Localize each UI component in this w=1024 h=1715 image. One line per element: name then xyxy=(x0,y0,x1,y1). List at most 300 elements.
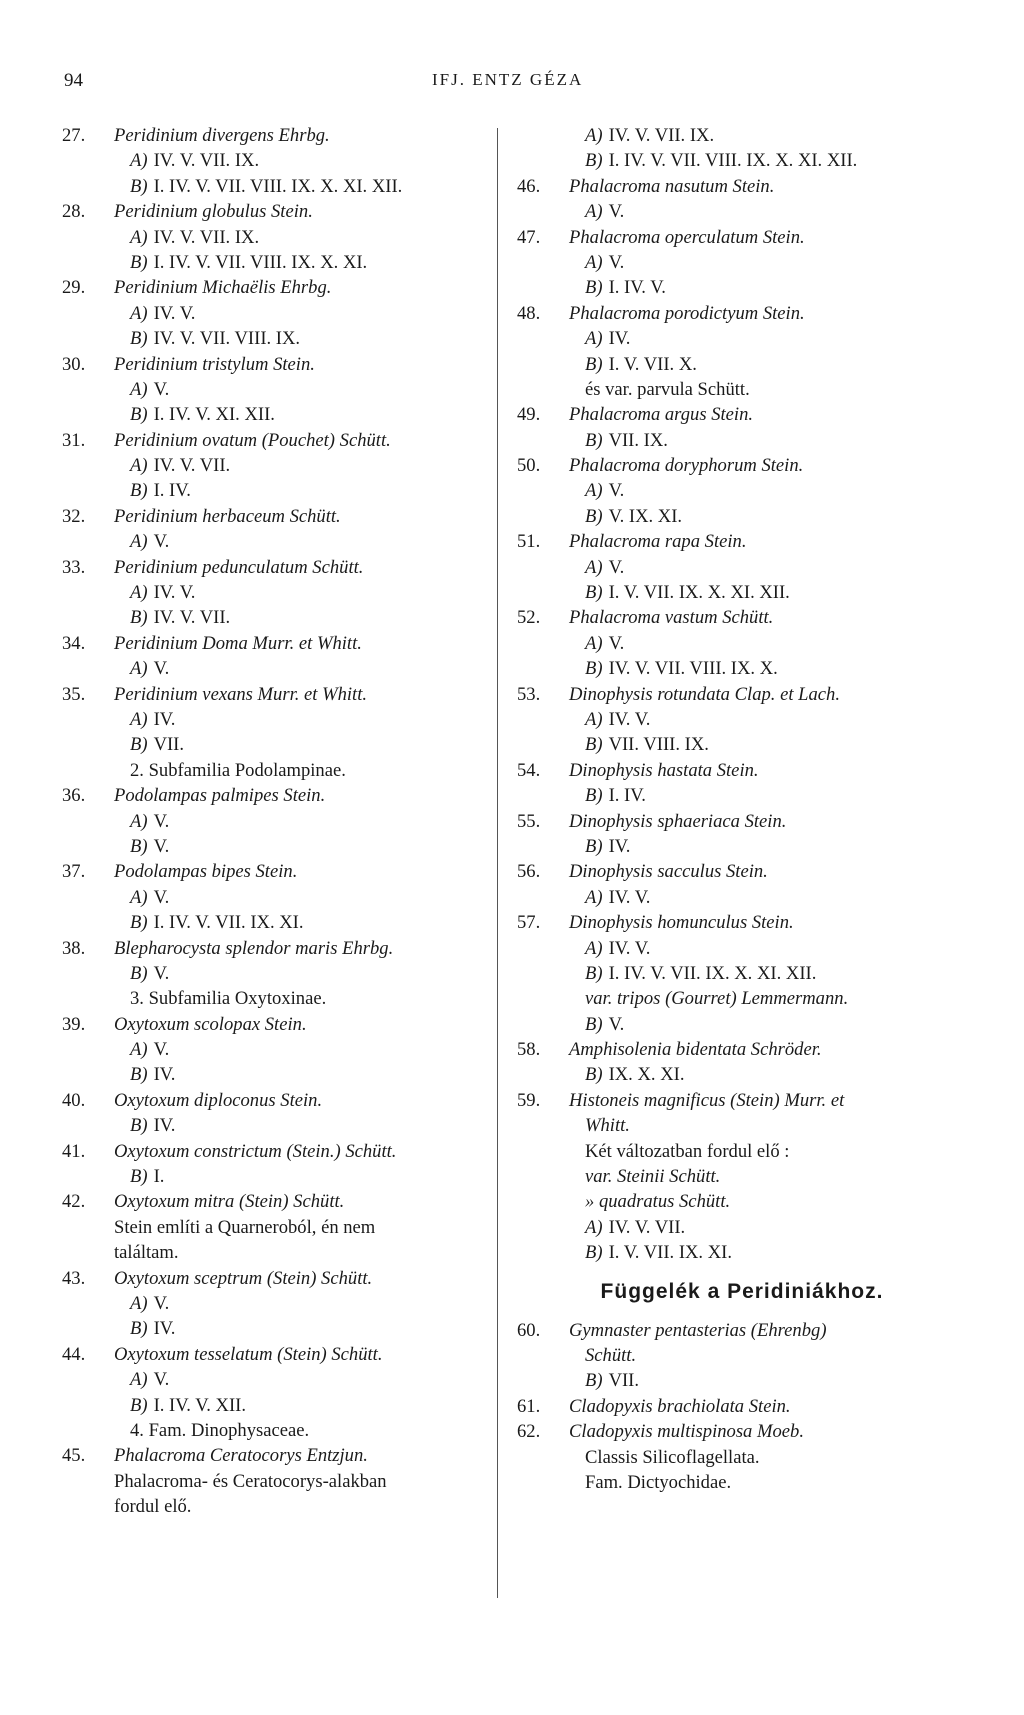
region-label: A) xyxy=(130,708,148,730)
entry-number: 56. xyxy=(517,861,541,883)
region-label: A) xyxy=(585,708,603,730)
month-list: I. V. VII. X. xyxy=(608,353,697,375)
occurrence-line xyxy=(62,809,490,834)
species-name: Amphisolenia bidentata Schröder. xyxy=(569,1039,822,1061)
month-list: I. IV. V. VII. VIII. IX. X. XI. XII. xyxy=(153,175,403,197)
region-label: A) xyxy=(130,582,148,604)
month-list: I. IV. xyxy=(608,785,646,807)
occurrence-line xyxy=(517,199,967,224)
month-list: I. IV. V. VII. VIII. IX. X. XI. xyxy=(153,251,368,273)
occurrence-line xyxy=(517,148,967,173)
occurrence-text xyxy=(130,1367,169,1392)
species-name: Dinophysis sphaeriaca Stein. xyxy=(569,810,787,832)
region-label: A) xyxy=(585,632,603,654)
appendix-heading-text: Függelék a Peridiniákhoz. xyxy=(600,1279,884,1303)
occurrence-line xyxy=(62,453,490,478)
note-text: találtam. xyxy=(114,1242,179,1264)
species-entry xyxy=(62,783,490,808)
note-text: Fam. Dictyochidae. xyxy=(585,1471,732,1493)
occurrence-text xyxy=(130,656,169,681)
species-name: Oxytoxum constrictum (Stein.) Schütt. xyxy=(114,1140,397,1162)
occurrence-line xyxy=(62,402,490,427)
occurrence-text xyxy=(130,453,230,478)
entry-number: 52. xyxy=(517,607,541,629)
species-entry xyxy=(62,1443,490,1468)
occurrence-line xyxy=(517,834,967,859)
occurrence-text xyxy=(585,123,714,148)
occurrence-line xyxy=(517,352,967,377)
species-entry xyxy=(517,402,967,427)
month-list: IV. xyxy=(608,835,631,857)
running-head: IFJ. ENTZ GÉZA xyxy=(432,70,584,89)
month-list: IV. V. VII. IX. xyxy=(153,150,260,172)
species-entry xyxy=(62,428,490,453)
region-label: B) xyxy=(130,835,148,857)
month-list: I. IV. V. VII. IX. XI. xyxy=(153,912,304,934)
entry-number: 28. xyxy=(62,201,86,223)
species-entry xyxy=(62,199,490,224)
note-text: és var. parvula Schütt. xyxy=(585,378,750,400)
occurrence-text xyxy=(130,707,175,732)
occurrence-text xyxy=(585,250,624,275)
month-list: IV. V. xyxy=(153,582,196,604)
species-entry xyxy=(517,1088,967,1113)
occurrence-line xyxy=(517,1240,967,1265)
species-entry xyxy=(517,174,967,199)
occurrence-line xyxy=(517,123,967,148)
entry-number: 33. xyxy=(62,556,86,578)
occurrence-line xyxy=(62,1316,490,1341)
month-list: IV. xyxy=(153,708,176,730)
occurrence-text xyxy=(585,352,697,377)
region-label: B) xyxy=(585,353,603,375)
occurrence-line xyxy=(62,148,490,173)
region-label: A) xyxy=(585,125,603,146)
species-name: Peridinium ovatum (Pouchet) Schütt. xyxy=(114,429,391,451)
region-label: B) xyxy=(585,582,603,604)
region-label: A) xyxy=(130,531,148,553)
occurrence-text xyxy=(130,961,169,986)
species-name: Peridinium pedunculatum Schütt. xyxy=(114,556,364,578)
species-entry xyxy=(62,936,490,961)
occurrence-line xyxy=(517,428,967,453)
region-label: B) xyxy=(130,175,148,197)
species-name: Cladopyxis multispinosa Moeb. xyxy=(569,1421,804,1443)
species-name: Oxytoxum tesselatum (Stein) Schütt. xyxy=(114,1343,383,1365)
entry-number: 45. xyxy=(62,1445,86,1467)
species-entry xyxy=(62,1012,490,1037)
variety-line xyxy=(517,1164,967,1189)
occurrence-line xyxy=(517,1215,967,1240)
region-label: A) xyxy=(130,658,148,680)
month-list: IV. V. VII. xyxy=(153,607,231,629)
occurrence-line xyxy=(62,1062,490,1087)
region-label: B) xyxy=(585,150,603,172)
occurrence-line xyxy=(62,1393,490,1418)
species-name: Phalacroma nasutum Stein. xyxy=(569,175,775,197)
month-list: V. xyxy=(153,1292,170,1314)
species-name: Phalacroma doryphorum Stein. xyxy=(569,455,804,477)
region-label: A) xyxy=(585,886,603,908)
region-label: A) xyxy=(130,455,148,477)
region-label: B) xyxy=(585,1370,603,1392)
region-label: B) xyxy=(585,658,603,680)
occurrence-text xyxy=(585,961,816,986)
month-list: I. IV. V. VII. VIII. IX. X. XI. XII. xyxy=(608,150,858,172)
species-name: Dinophysis hastata Stein. xyxy=(569,759,759,781)
month-list: V. xyxy=(608,632,625,654)
entry-number: 54. xyxy=(517,759,541,781)
occurrence-line xyxy=(62,301,490,326)
occurrence-line xyxy=(517,961,967,986)
region-label: A) xyxy=(585,556,603,578)
occurrence-line xyxy=(62,1037,490,1062)
region-label: B) xyxy=(130,607,148,629)
occurrence-line xyxy=(517,478,967,503)
entry-number: 34. xyxy=(62,632,86,654)
region-label: A) xyxy=(130,1292,148,1314)
occurrence-text xyxy=(130,529,169,554)
occurrence-text xyxy=(585,1062,684,1087)
month-list: V. xyxy=(608,556,625,578)
entry-number: 31. xyxy=(62,429,86,451)
occurrence-line xyxy=(62,580,490,605)
region-label: B) xyxy=(585,962,603,984)
entry-number: 47. xyxy=(517,226,541,248)
occurrence-text xyxy=(130,1164,164,1189)
month-list: V. xyxy=(608,251,625,273)
occurrence-text xyxy=(130,1291,169,1316)
species-name: Phalacroma vastum Schütt. xyxy=(569,607,774,629)
occurrence-text xyxy=(130,809,169,834)
region-label: A) xyxy=(585,328,603,350)
variety-text: Whitt. xyxy=(585,1115,630,1137)
species-name: Phalacroma operculatum Stein. xyxy=(569,226,805,248)
region-label: A) xyxy=(585,1216,603,1238)
species-name: Peridinium divergens Ehrbg. xyxy=(114,125,330,146)
month-list: V. xyxy=(153,378,170,400)
occurrence-text xyxy=(585,580,790,605)
species-entry xyxy=(62,352,490,377)
occurrence-line xyxy=(62,961,490,986)
occurrence-line xyxy=(62,478,490,503)
column-divider xyxy=(497,128,498,1598)
occurrence-line xyxy=(62,732,490,757)
species-name: Peridinium Michaëlis Ehrbg. xyxy=(114,277,332,299)
region-label: B) xyxy=(585,734,603,756)
region-label: A) xyxy=(130,810,148,832)
month-list: IV. V. xyxy=(608,708,651,730)
region-label: B) xyxy=(585,835,603,857)
occurrence-line xyxy=(517,707,967,732)
month-list: V. xyxy=(153,886,170,908)
region-label: A) xyxy=(130,1039,148,1061)
occurrence-line xyxy=(517,1012,967,1037)
month-list: V. xyxy=(608,1013,625,1035)
region-label: A) xyxy=(130,378,148,400)
species-entry xyxy=(517,605,967,630)
variety-line xyxy=(517,1343,967,1368)
variety-text: var. tripos (Gourret) Lemmermann. xyxy=(585,988,849,1010)
region-label: A) xyxy=(585,937,603,959)
region-label: B) xyxy=(585,1064,603,1086)
species-entry xyxy=(62,555,490,580)
region-label: A) xyxy=(130,1369,148,1391)
occurrence-text xyxy=(130,910,304,935)
species-entry xyxy=(62,682,490,707)
species-name: Phalacroma porodictyum Stein. xyxy=(569,302,805,324)
occurrence-line xyxy=(62,656,490,681)
note-text: Classis Silicoflagellata. xyxy=(585,1446,760,1468)
note-line xyxy=(62,1494,490,1519)
occurrence-text xyxy=(130,326,300,351)
entry-number: 37. xyxy=(62,861,86,883)
occurrence-text xyxy=(130,402,275,427)
species-name: Peridinium globulus Stein. xyxy=(114,201,313,223)
region-label: B) xyxy=(585,1242,603,1264)
entry-number: 62. xyxy=(517,1421,541,1443)
note-text: Phalacroma- és Ceratocorys-alakban xyxy=(114,1470,387,1492)
occurrence-line xyxy=(62,605,490,630)
occurrence-text xyxy=(585,885,650,910)
region-label: B) xyxy=(130,1318,148,1340)
page-number: 94 xyxy=(64,70,83,91)
species-entry xyxy=(517,1318,967,1343)
species-entry xyxy=(62,1139,490,1164)
entry-number: 55. xyxy=(517,810,541,832)
month-list: I. IV. V. xyxy=(608,277,666,299)
variety-text: Schütt. xyxy=(585,1344,637,1366)
region-label: A) xyxy=(585,201,603,223)
entry-number: 32. xyxy=(62,505,86,527)
occurrence-text xyxy=(585,504,682,529)
species-entry xyxy=(62,1342,490,1367)
occurrence-line xyxy=(517,555,967,580)
occurrence-text xyxy=(130,605,230,630)
right-column xyxy=(517,123,967,1495)
month-list: IV. V. xyxy=(608,886,651,908)
entry-number: 48. xyxy=(517,302,541,324)
variety-line xyxy=(517,1113,967,1138)
species-entry xyxy=(517,859,967,884)
month-list: I. IV. V. XII. xyxy=(153,1394,247,1416)
subfamily-heading xyxy=(62,758,490,783)
month-list: I. IV. V. XI. XII. xyxy=(153,404,275,426)
region-label: B) xyxy=(130,912,148,934)
occurrence-line xyxy=(517,275,967,300)
occurrence-line xyxy=(62,250,490,275)
region-label: B) xyxy=(130,1115,148,1137)
occurrence-text xyxy=(585,275,666,300)
region-label: B) xyxy=(130,328,148,350)
region-label: B) xyxy=(130,962,148,984)
note-line xyxy=(517,1470,967,1495)
occurrence-line xyxy=(517,504,967,529)
occurrence-text xyxy=(585,148,857,173)
note-line xyxy=(517,1445,967,1470)
subfamily-text: 2. Subfamilia Podolampinae. xyxy=(130,759,346,781)
species-name: Peridinium Doma Murr. et Whitt. xyxy=(114,632,362,654)
month-list: IV. V. VII. VIII. IX. xyxy=(153,328,301,350)
month-list: V. xyxy=(153,658,170,680)
occurrence-text xyxy=(585,1240,732,1265)
subfamily-text: 3. Subfamilia Oxytoxinae. xyxy=(130,988,327,1010)
occurrence-line xyxy=(517,732,967,757)
entry-number: 35. xyxy=(62,683,86,705)
entry-number: 57. xyxy=(517,912,541,934)
occurrence-line xyxy=(517,326,967,351)
entry-number: 39. xyxy=(62,1013,86,1035)
occurrence-text xyxy=(585,1368,639,1393)
left-column xyxy=(62,123,490,1519)
note-text: Két változatban fordul elő : xyxy=(585,1140,790,1162)
occurrence-text xyxy=(130,834,169,859)
region-label: A) xyxy=(130,226,148,248)
month-list: IV. V. VII. IX. xyxy=(153,226,260,248)
species-name: Oxytoxum sceptrum (Stein) Schütt. xyxy=(114,1267,373,1289)
region-label: B) xyxy=(585,505,603,527)
month-list: VII. IX. xyxy=(608,429,668,451)
entry-number: 40. xyxy=(62,1089,86,1111)
month-list: IV. V. VII. IX. xyxy=(608,125,715,146)
occurrence-text xyxy=(130,148,259,173)
species-entry xyxy=(517,809,967,834)
month-list: I. xyxy=(153,1166,165,1188)
species-entry xyxy=(62,123,490,148)
region-label: B) xyxy=(585,1013,603,1035)
species-name: Podolampas palmipes Stein. xyxy=(114,785,326,807)
occurrence-line xyxy=(62,529,490,554)
occurrence-line xyxy=(517,1062,967,1087)
region-label: A) xyxy=(130,886,148,908)
occurrence-text xyxy=(130,1316,175,1341)
species-entry xyxy=(517,1419,967,1444)
month-list: IV. V. VII. xyxy=(153,455,231,477)
species-name: Blepharocysta splendor maris Ehrbg. xyxy=(114,937,394,959)
occurrence-text xyxy=(130,885,169,910)
occurrence-text xyxy=(585,555,624,580)
month-list: IV. xyxy=(153,1318,176,1340)
occurrence-text xyxy=(130,1062,175,1087)
region-label: B) xyxy=(130,480,148,502)
region-label: B) xyxy=(130,734,148,756)
entry-number: 61. xyxy=(517,1395,541,1417)
month-list: V. xyxy=(608,201,625,223)
month-list: IV. xyxy=(608,328,631,350)
occurrence-text xyxy=(585,1215,685,1240)
region-label: B) xyxy=(585,429,603,451)
occurrence-line xyxy=(62,1291,490,1316)
occurrence-text xyxy=(130,301,195,326)
occurrence-text xyxy=(585,732,709,757)
entry-number: 59. xyxy=(517,1089,541,1111)
month-list: I. V. VII. IX. XI. xyxy=(608,1242,732,1264)
species-name: Dinophysis rotundata Clap. et Lach. xyxy=(569,683,840,705)
species-entry xyxy=(62,859,490,884)
month-list: V. xyxy=(153,835,170,857)
entry-number: 38. xyxy=(62,937,86,959)
month-list: V. xyxy=(153,810,170,832)
species-name: Podolampas bipes Stein. xyxy=(114,861,298,883)
occurrence-text xyxy=(585,783,646,808)
month-list: VII. VIII. IX. xyxy=(608,734,709,756)
entry-number: 44. xyxy=(62,1343,86,1365)
occurrence-line xyxy=(62,326,490,351)
region-label: A) xyxy=(585,480,603,502)
month-list: IV. V. xyxy=(153,302,196,324)
month-list: I. V. VII. IX. X. XI. XII. xyxy=(608,582,790,604)
entry-number: 46. xyxy=(517,175,541,197)
entry-number: 42. xyxy=(62,1191,86,1213)
occurrence-text xyxy=(585,326,630,351)
occurrence-line xyxy=(62,910,490,935)
month-list: IV. V. xyxy=(608,937,651,959)
species-name: Oxytoxum scolopax Stein. xyxy=(114,1013,307,1035)
variety-line xyxy=(517,1189,967,1214)
occurrence-line xyxy=(517,250,967,275)
species-name: Oxytoxum mitra (Stein) Schütt. xyxy=(114,1191,345,1213)
species-name: Peridinium tristylum Stein. xyxy=(114,353,315,375)
species-entry xyxy=(517,225,967,250)
region-label: B) xyxy=(130,404,148,426)
note-text: fordul elő. xyxy=(114,1496,192,1518)
species-entry xyxy=(62,1266,490,1291)
entry-number: 27. xyxy=(62,125,86,146)
occurrence-text xyxy=(585,1012,624,1037)
occurrence-text xyxy=(585,936,650,961)
occurrence-text xyxy=(585,631,624,656)
occurrence-line xyxy=(62,174,490,199)
occurrence-text xyxy=(585,428,668,453)
note-line xyxy=(517,377,967,402)
month-list: V. IX. XI. xyxy=(608,505,683,527)
entry-number: 43. xyxy=(62,1267,86,1289)
species-entry xyxy=(517,682,967,707)
occurrence-line xyxy=(517,783,967,808)
species-entry xyxy=(517,758,967,783)
occurrence-line xyxy=(62,1164,490,1189)
species-name: Cladopyxis brachiolata Stein. xyxy=(569,1395,791,1417)
species-entry xyxy=(62,631,490,656)
occurrence-text xyxy=(585,834,630,859)
occurrence-line xyxy=(62,225,490,250)
species-entry xyxy=(517,1394,967,1419)
entry-number: 60. xyxy=(517,1319,541,1341)
occurrence-line xyxy=(62,1113,490,1138)
entry-number: 51. xyxy=(517,531,541,553)
region-label: B) xyxy=(130,251,148,273)
note-text: Stein említi a Quarneroból, én nem xyxy=(114,1216,376,1238)
occurrence-text xyxy=(130,478,191,503)
occurrence-line xyxy=(517,656,967,681)
region-label: A) xyxy=(585,251,603,273)
species-name: Phalacroma Ceratocorys Entzjun. xyxy=(114,1445,368,1467)
occurrence-line xyxy=(62,707,490,732)
region-label: A) xyxy=(130,302,148,324)
variety-text: » quadratus Schütt. xyxy=(585,1191,731,1213)
occurrence-text xyxy=(130,580,195,605)
entry-number: 49. xyxy=(517,404,541,426)
occurrence-text xyxy=(130,250,367,275)
subfamily-text: 4. Fam. Dinophysaceae. xyxy=(130,1419,310,1441)
month-list: V. xyxy=(153,531,170,553)
species-name: Phalacroma argus Stein. xyxy=(569,404,754,426)
region-label: B) xyxy=(585,277,603,299)
occurrence-line xyxy=(62,1367,490,1392)
month-list: VII. xyxy=(153,734,185,756)
subfamily-heading xyxy=(62,1418,490,1443)
occurrence-text xyxy=(130,1037,169,1062)
